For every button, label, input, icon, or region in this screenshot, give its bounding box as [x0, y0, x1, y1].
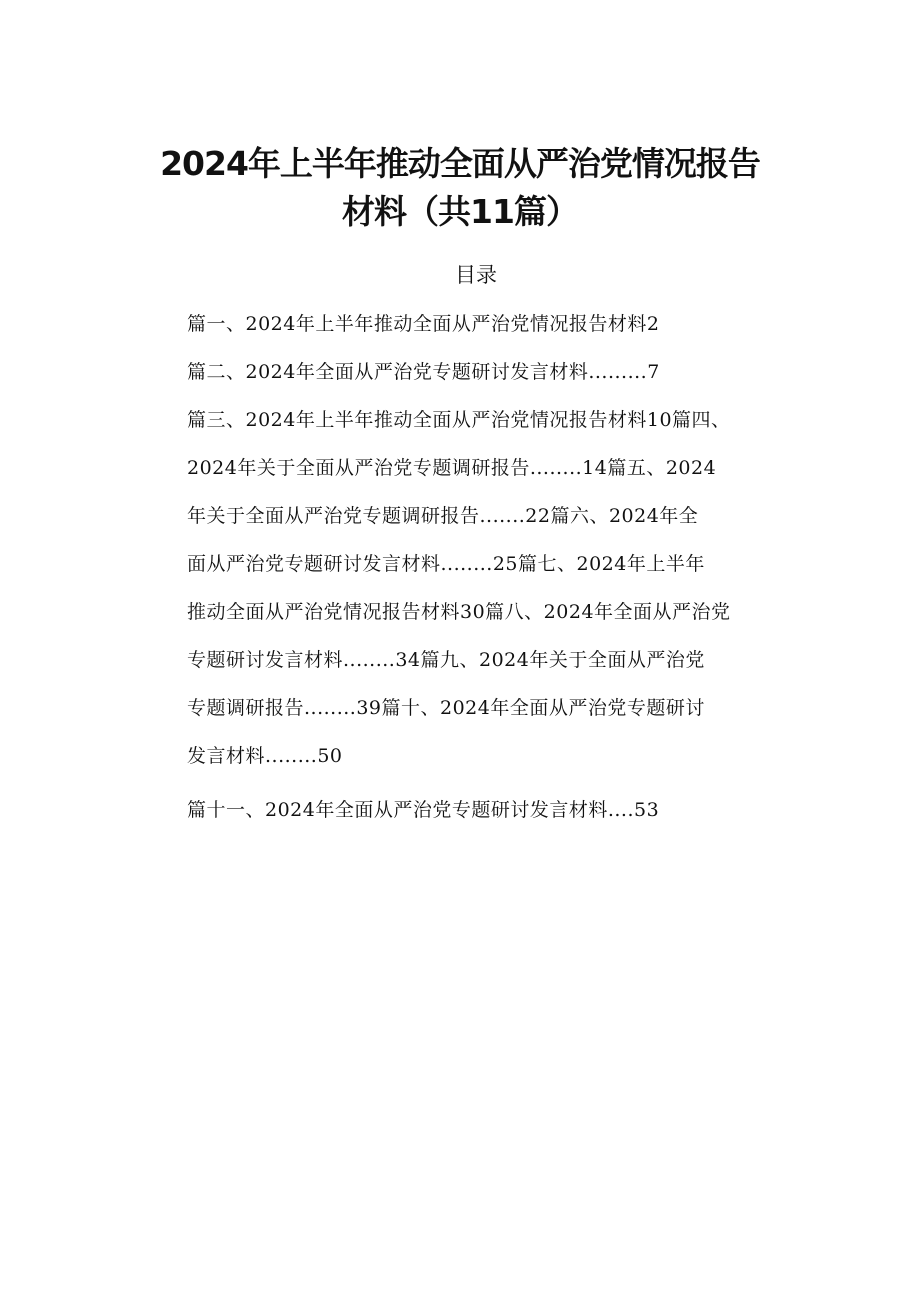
toc-line: 专题调研报告........39篇十、2024年全面从严治党专题研讨 — [187, 697, 705, 719]
toc-line: 面从严治党专题研讨发言材料........25篇七、2024年上半年 — [187, 553, 705, 575]
toc-line: 篇三、2024年上半年推动全面从严治党情况报告材料10篇四、 — [187, 409, 731, 431]
toc-line: 发言材料........50 — [187, 745, 343, 767]
toc-line: 篇一、2024年上半年推动全面从严治党情况报告材料2 — [187, 313, 660, 335]
toc-line: 推动全面从严治党情况报告材料30篇八、2024年全面从严治党 — [187, 601, 731, 623]
toc-heading: 目录 — [455, 263, 497, 287]
toc-line: 2024年关于全面从严治党专题调研报告........14篇五、2024 — [187, 457, 717, 479]
toc-line: 篇十一、2024年全面从严治党专题研讨发言材料....53 — [187, 799, 660, 821]
toc-line: 篇二、2024年全面从严治党专题研讨发言材料.........7 — [187, 361, 660, 383]
toc-line: 专题研讨发言材料........34篇九、2024年关于全面从严治党 — [187, 649, 705, 671]
document-title-line-2: 材料（共11篇） — [342, 192, 578, 231]
toc-line: 年关于全面从严治党专题调研报告.......22篇六、2024年全 — [187, 505, 699, 527]
document-title-line-1: 2024年上半年推动全面从严治党情况报告 — [160, 144, 760, 183]
